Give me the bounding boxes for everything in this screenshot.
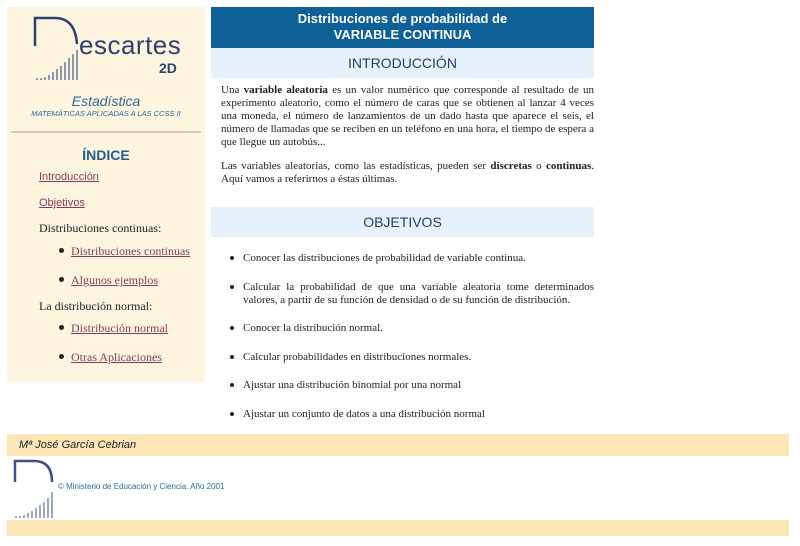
logo-text: escartes xyxy=(79,30,182,60)
logo-badge: 2D xyxy=(159,60,177,76)
objective-item: Conocer las distribuciones de probabilidad de variable continua. xyxy=(243,252,526,264)
term-variable-aleatoria: variable aleatoria xyxy=(243,84,328,96)
footer-bar xyxy=(7,520,789,536)
objective-item: Ajustar una distribución binomial por una normal xyxy=(243,379,462,391)
bullet-icon xyxy=(230,326,234,330)
intro-paragraph-2 xyxy=(221,160,594,186)
nav-group-label: Distribuciones continuas: xyxy=(39,221,162,235)
nav-link-algunos-ejemplos[interactable]: Algunos ejemplos xyxy=(71,273,158,287)
bullet-icon xyxy=(59,325,64,330)
bullet-icon xyxy=(59,248,64,253)
nav-link-distribucion-normal[interactable]: Distribución normal xyxy=(71,321,168,335)
index-title: ÍNDICE xyxy=(82,147,130,163)
intro-paragraph-1 xyxy=(221,84,594,149)
descartes-footer-logo-icon xyxy=(12,458,56,520)
descartes-logo xyxy=(33,14,193,86)
nav-link-objetivos[interactable]: Objetivos xyxy=(39,197,85,209)
bullet-icon xyxy=(230,256,234,260)
objective-item: Calcular la probabilidad de que una variable aleatoria tome determinados valores, a partir de su función de densidad o de su función de distribución. xyxy=(243,281,594,306)
nav-link-otras-aplicaciones[interactable]: Otras Aplicaciones xyxy=(71,350,162,364)
subject-title: Estadística xyxy=(71,93,141,109)
section-heading-introduccion: INTRODUCCIÓN xyxy=(211,48,594,78)
author-bar: Mª José García Cebrian xyxy=(7,434,789,456)
term-continuas: continuas xyxy=(546,160,592,172)
sidebar-divider xyxy=(11,131,201,133)
text: Una xyxy=(221,84,244,96)
bullet-icon xyxy=(230,285,234,289)
bullet-icon xyxy=(230,412,234,416)
section-heading-objetivos: OBJETIVOS xyxy=(211,207,594,237)
text: es un valor numérico que corresponde al resultado de un experimento aleatorio, como el número de caras que se obtienen al lanzar 4 veces una moneda, el número de lanzamientos de un dado hasta que aparece el seis, el número de llamadas que se reciben en un teléfono en una hora, el tiempo de espera a que llegue un autobús... xyxy=(221,84,594,148)
nav-link-introduccion[interactable]: Introducción xyxy=(39,171,99,183)
page-title-line1: Distribuciones de probabilidad de xyxy=(297,11,508,26)
bullet-icon xyxy=(59,354,64,359)
page-title-line2: VARIABLE CONTINUA xyxy=(333,27,472,42)
text: Las variables aleatorias, como las estadísticas, pueden ser xyxy=(221,160,491,172)
subject-subtitle: MATEMÁTICAS APLICADAS A LAS CCSS II xyxy=(31,109,181,118)
page-title xyxy=(211,7,594,48)
objective-item: Calcular probabilidades en distribuciones normales. xyxy=(243,351,472,363)
bullet-icon xyxy=(230,383,234,387)
objective-item: Ajustar un conjunto de datos a una distribución normal xyxy=(243,408,485,420)
objective-item: Conocer la distribución normal. xyxy=(243,322,383,334)
nav-group-label: La distribución normal: xyxy=(39,299,153,313)
term-discretas: discretas xyxy=(490,160,532,172)
copyright-text: © Ministerio de Educación y Ciencia. Año 2001 xyxy=(58,482,225,491)
bullet-icon xyxy=(59,277,64,282)
bullet-icon xyxy=(230,355,234,359)
text: o xyxy=(531,160,546,172)
text: . Aquí vamos a referirnos a éstas últimas. xyxy=(221,160,594,185)
sidebar xyxy=(7,7,205,382)
nav-link-distribuciones-continuas[interactable]: Distribuciones continuas xyxy=(71,244,190,258)
